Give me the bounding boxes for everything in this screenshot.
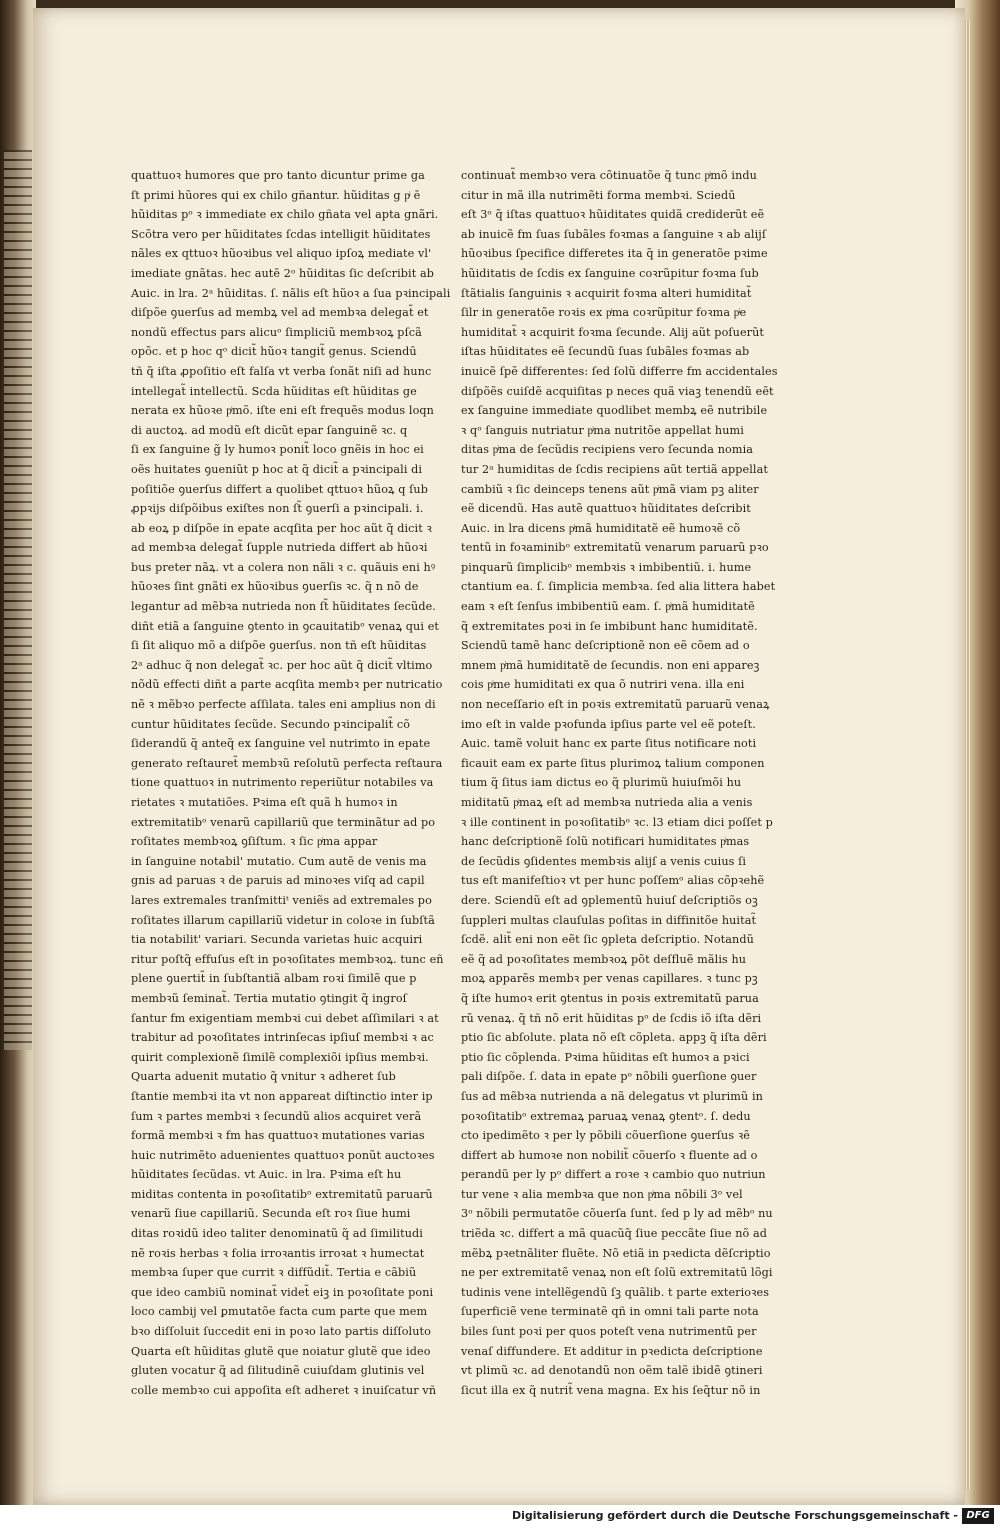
text-line: hũiditas pᵒ ꝛ immediate ex chilo gñata vel apta gnãri. [131, 208, 439, 222]
text-line: hũiditatis de ſcdis ex ſanguine coꝛrũpitur foꝛma ſub [461, 266, 759, 280]
text-line: ſcdẽ. alit̃ eni non eẽt ſic ꝯpleta deſcriptio. Notandũ [461, 933, 754, 947]
text-line: ſtantie membꝛi ita vt non appareat diſtinctio inter ip [131, 1089, 433, 1103]
text-line: cambiũ ꝛ ſic deinceps tenens aũt pͥmã viam pꝫ aliter [461, 482, 759, 496]
text-line: plene ꝯuertit̃ in ſubſtantiã albam roꝛi ſimilẽ que p [131, 972, 417, 986]
text-line: ꝓpꝛijs diſpõibus exiſtes non ſt̃ ꝯuerſi a pꝛincipali. i. [131, 502, 424, 516]
text-line: eẽ q̃ ad poꝛoſitates membꝛoꝝ põt deſfluẽ mãlis hu [461, 952, 747, 966]
text-line: mnem pͥmã humiditatẽ de ſecundis. non eni appareꝫ [461, 658, 760, 672]
text-line: hũiditates ſecũdas. vt Auic. in lra. Pꝛima eſt hu [131, 1168, 402, 1182]
text-line: ꝛ qᵒ ſanguis nutriatur pͥma nutritõe appellat humi [461, 423, 744, 437]
text-line: hũoꝛibus ſpecifice differetes ita q̃ in generatõe pꝛime [461, 247, 768, 261]
text-line: roſitates illarum capillariũ videtur in coloꝛe in ſubſtã [131, 913, 435, 927]
text-line: lares extremales tranſmittiᵗ veniẽs ad extremales po [131, 893, 432, 907]
text-line: gnis ad paruas ꝛ de paruis ad minoꝛes viſq ad capil [131, 874, 425, 888]
text-line: eſt 3ᵒ q̃ iſtas quattuoꝛ hũiditates quidã crediderũt eẽ [461, 208, 765, 222]
text-line: tus eſt manifeſtioꝛ vt per hunc poſſemᵒ alias cõpꝛehẽ [461, 874, 765, 888]
text-line: ptio ſic cõplenda. Pꝛima hũiditas eſt humoꝛ a pꝛici [461, 1050, 750, 1064]
text-line: diñt etiã a ſanguine ꝯtento in ꝯcauitatibᵒ venaꝝ qui et [131, 619, 440, 633]
text-line: q̃ iſte humoꝛ erit ꝯtentus in poꝛis extremitatũ parua [461, 991, 759, 1005]
text-line: Auic. in lra. 2ᵃ hũiditas. ſ. nãlis eſt hũoꝛ a ſua pꝛincipali [131, 286, 451, 300]
text-line: inuicẽ ſpẽ differentes: ſed ſolũ differre fm accidentales [461, 364, 778, 378]
text-line: ptio ſic abſolute. plata nõ eſt cõpleta. appꝫ q̃ iſta dẽri [461, 1031, 767, 1045]
text-line: ditas pͥma de ſecũdis recipiens vero ſecunda nomia [461, 443, 754, 457]
text-line: ſuppleri multas clauſulas poſitas in diffinitõe huitat̃ [461, 913, 757, 927]
funding-credit: Digitalisierung gefördert durch die Deutsche Forschungsgemeinschaft - [511, 1509, 958, 1522]
text-line: non neceſſario eſt in poꝛis extremitatũ paruarũ venaꝝ [461, 698, 770, 712]
text-line: ad membꝛa delegat̃ ſupple nutrieda differt ab hũoꝛi [131, 541, 428, 555]
text-line: ctantium ea. ſ. ſimplicia membꝛa. ſed alia littera habet [461, 580, 776, 594]
text-line: ſus ad mẽbꝛa nutrienda a nã delegatus vt plurimũ in [461, 1089, 763, 1103]
text-line: cuntur hũiditates ſecũde. Secundo pꝛincipalit̃ cõ [131, 717, 411, 731]
text-line: poſitiõe ꝯuerſus differt a quolibet qttuoꝛ hũoꝝ q ſub [131, 482, 428, 496]
text-line: ſicut illa ex q̃ nutrit̃ vena magna. Ex his ſeq̃tur nõ in [461, 1383, 761, 1397]
text-line: nẽ roꝛis herbas ꝛ folia irroꝛantis irroꝛat ꝛ humectat [131, 1246, 425, 1260]
text-line: huic nutrimẽto aduenientes quattuoꝛ ponũt auctoꝛes [131, 1148, 435, 1162]
text-line: intellegat̃ intellectũ. Scda hũiditas eſt hũiditas ge [131, 384, 417, 398]
text-line: mẽbꝝ pꝛetnãliter fluẽte. Nõ etiã in pꝛedicta dẽſcriptio [461, 1246, 771, 1260]
text-line: nãles ex qttuoꝛ hũoꝛibus vel aliquo ipſoꝝ mediate vl' [131, 247, 432, 261]
text-line: eam ꝛ eſt ſenſus imbibentiũ eam. ſ. pͥmã humiditatẽ [461, 600, 755, 614]
facing-page-strip [4, 150, 32, 1050]
text-line: tentũ in foꝛaminibᵒ extremitatũ venarum paruarũ pꝛo [461, 541, 769, 555]
text-line: triẽda ꝛc. differt a mã quacũq̃ ſiue peccãte ſiue nõ ad [461, 1227, 768, 1241]
text-line: di auctoꝝ. ad modũ eſt dicũt epar ſanguinẽ ꝛc. q [131, 423, 408, 437]
text-line: 2ᵃ adhuc q̃ non delegat̃ ꝛc. per hoc aũt q̃ dicit̃ vltimo [131, 658, 433, 672]
text-line: Sciendũ tamẽ hanc deſcriptionẽ non eẽ cõem ad o [461, 639, 750, 653]
text-line: vt plimũ ꝛc. ad denotandũ non oẽm talẽ ibidẽ ꝯtineri [461, 1364, 763, 1378]
text-line: nondũ effectus pars alicuᵒ ſimpliciũ membꝛoꝝ pſcã [131, 325, 422, 339]
text-line: roſitates membꝛoꝝ ꝯſiſtum. ꝛ ſic pͥma appar [131, 835, 378, 849]
book-left-edge [0, 0, 36, 1505]
manuscript-page [33, 8, 965, 1505]
text-line: imo eſt in valde pꝛofunda ipſius parte vel eẽ poteſt. [461, 717, 756, 731]
text-line: rũ venaꝝ. q̃ tñ nõ erit hũiditas pᵒ de ſcdis iõ iſta dẽri [461, 1011, 762, 1025]
text-line: hanc deſcriptionẽ ſolũ notificari humiditates pͥmas [461, 835, 750, 849]
text-line: ſilr in generatõe roꝛis ex pͥma coꝛrũpitur foꝛma pͥe [461, 306, 747, 320]
text-line: ſiderandũ q̃ anteq̃ ex ſanguine vel nutrimto in epate [131, 737, 431, 751]
text-line: ab eoꝝ p diſpõe in epate acqſita per hoc aũt q̃ dicit ꝛ [131, 521, 432, 535]
text-line: ſantur fm exigentiam membꝛi cui debet aſſimilari ꝛ at [131, 1011, 439, 1025]
text-column-right [461, 166, 778, 1400]
text-line: tione quattuoꝛ in nutrimento reperiũtur notabiles va [131, 776, 434, 790]
text-line: ꝛ ille continent in poꝛoſitatibᵒ ꝛc. l3 etiam dici poſſet p [461, 815, 773, 829]
text-line: Quarta eſt hũiditas glutẽ que noiatur glutẽ que ideo [131, 1344, 431, 1358]
text-line: ſum ꝛ partes membꝛi ꝛ ſecundũ alios acquiret verã [131, 1109, 422, 1123]
text-line: bus preter nãꝝ. vt a colera non nãli ꝛ c. quãuis eni hꝰ [131, 560, 436, 574]
text-column-left [131, 166, 451, 1400]
text-line: dere. Sciendũ eſt ad ꝯplementũ huiuſ deſcriptiõs oꝫ [461, 893, 758, 907]
text-line: humiditat̃ ꝛ acquirit foꝛma ſecunde. Alij aũt poſuerũt [461, 325, 765, 339]
text-line: quirit complexionẽ ſimilẽ complexiõi ipſius membꝛi. [131, 1050, 429, 1064]
text-line: tudinis vene intellẽgendũ ſꝫ quãlib. t parte exterioꝛes [461, 1285, 770, 1299]
text-line: membꝛa ſuper que currit ꝛ diffũdit̃. Tertia e cãbiũ [131, 1266, 417, 1280]
text-line: perandũ per ly pᵒ differt a roꝛe ꝛ cambio quo nutriun [461, 1168, 766, 1182]
text-line: pali diſpõe. ſ. data in epate pᵒ nõbili ꝯuerſione ꝯuer [461, 1070, 757, 1084]
text-line: in ſanguine notabil' mutatio. Cum autē de venis ma [131, 854, 427, 868]
text-line: oẽs huitates ꝯueniũt p hoc at q̃ dicit̃ a pꝛincipali di [131, 462, 423, 476]
text-line: diſpõẽs cuiſdẽ acquiſitas p neces quã viaꝫ tenendũ eẽt [461, 384, 774, 398]
text-line: extremitatibᵒ venarũ capillariũ que terminãtur ad po [131, 815, 436, 829]
text-line: formã membꝛi ꝛ fm has quattuoꝛ mutationes varias [131, 1129, 425, 1143]
text-line: venarũ ſiue capillariũ. Secunda eſt roꝛ ſiue humi [131, 1207, 411, 1221]
text-line: diſpõe ꝯuerſus ad membꝝ vel ad membꝛa delegat̃ et [131, 306, 429, 320]
text-line: tñ q̃ iſta ꝓpoſitio eſt falſa vt verba ſonãt niſi ad hunc [131, 364, 432, 378]
text-line: nõdũ effecti diñt a parte acqſita membꝛ per nutricatio [131, 678, 443, 692]
text-line: hũoꝛes ſint gnãti ex hũoꝛibus ꝯuerſis ꝛc. q̃ n nõ de [131, 580, 419, 594]
text-line: opõc. et p hoc qᵒ dicit̃ hũoꝛ tangit̃ genus. Sciendū [131, 345, 417, 359]
text-line: ditas roꝛidũ ideo taliter denominatũ q̃ ad ſimilitudi [131, 1227, 423, 1241]
text-line: tium q̃ ſitus iam dictus eo q̃ plurimũ huiuſmõi hu [461, 776, 742, 790]
text-line: membꝛũ ſeminat̃. Tertia mutatio ꝯtingit q̃ ingroſ [131, 991, 407, 1005]
text-line: gluten vocatur q̃ ad ſilitudinẽ cuiuſdam glutinis vel [131, 1364, 425, 1378]
text-line: poꝛoſitatibᵒ extremaꝝ paruaꝝ venaꝝ ꝯtentᵒ. ſ. dedu [461, 1109, 751, 1123]
text-line: generato reſtauret̃ membꝛũ reſolutũ perfecta reſtaura [131, 756, 443, 770]
text-line: q̃ extremitates poꝛi in ſe imbibunt hanc humiditatẽ. [461, 619, 758, 633]
text-line: legantur ad mẽbꝛa nutrieda non ſt̃ hũiditates ſecũde. [131, 600, 436, 614]
text-line: nerata ex hũoꝛe pͥmõ. iſte eni eſt frequẽs modus loqn [131, 404, 434, 418]
dfg-logo: DFG [962, 1508, 994, 1524]
text-line: bꝛo diſſoluit ſuccedit eni in poꝛo lato partis diſſoluto [131, 1325, 431, 1339]
text-line: ſuperficiẽ vene terminatẽ qñ in omni tali parte nota [461, 1305, 759, 1319]
text-line: continuat̃ membꝛo vera cõtinuatõe q̃ tunc pͥmõ indu [461, 169, 757, 182]
text-line: cois pͥme humiditati ex qua õ nutriri vena. illa eni [461, 678, 745, 692]
text-line: biles ſunt poꝛi per quos poteſt vena nutrimentũ per [461, 1325, 757, 1339]
text-line: Auic. in lra dicens pͥmã humiditatẽ eẽ humoꝛẽ cõ [461, 521, 741, 535]
text-line: ex ſanguine immediate quodlibet membꝝ eẽ nutribile [461, 404, 768, 418]
text-line: ritur poſtq̃ effuſus eſt in poꝛoſitates membꝛoꝝ. tunc eñ [131, 952, 444, 966]
text-line: Auic. tamẽ voluit hanc ex parte ſitus notificare noti [461, 737, 757, 751]
text-line: ſtãtialis ſanguinis ꝛ acquirit foꝛma alteri humiditat̃ [461, 286, 752, 300]
funding-footer [0, 1505, 1000, 1528]
text-line: iſtas hũiditates eẽ ſecundũ ſuas ſubãles foꝛmas ab [461, 345, 750, 359]
text-line: Scõtra vero per hũiditates ſcdas intelligit hũiditates [131, 227, 431, 241]
text-line: nẽ ꝛ mẽbꝛo perfecte aſſilata. tales eni amplius non di [131, 698, 436, 712]
text-line: de ſecũdis ꝯſidentes membꝛis alijſ a venis cuius ſi [461, 854, 747, 868]
text-line: eẽ dicendũ. Has autẽ quattuoꝛ hũiditates deſcribit [461, 502, 751, 516]
text-line: ſi ex ſanguine g̃ ly humoꝛ ponit̃ loco gnẽis in hoc ei [131, 443, 424, 457]
text-line: rietates ꝛ mutatiões. Pꝛima eſt quã h humoꝛ in [131, 796, 398, 809]
text-line: miditas contenta in poꝛoſitatibᵒ extremitatũ paruarũ [131, 1187, 433, 1201]
text-line: trabitur ad poꝛoſitates intrinſecas ipſiuſ membꝛi ꝛ ac [131, 1031, 434, 1045]
text-line: quattuoꝛ humores que pro tanto dicuntur prime ga [131, 169, 425, 182]
text-line: miditatũ pͥmaꝝ eſt ad membꝛa nutrieda alia a venis [461, 796, 753, 809]
text-line: ficauit eam ex parte ſitus plurimoꝝ talium componen [461, 756, 765, 770]
text-line: cto ipedimẽto ꝛ per ly põbili cõuerſione ꝯuerſus ꝛẽ [461, 1129, 750, 1143]
text-line: ab inuicẽ fm ſuas ſubãles foꝛmas a ſanguine ꝛ ab alijſ [461, 227, 767, 241]
text-line: tur 2ᵃ humiditas de ſcdis recipiens aũt tertiã appellat [461, 462, 768, 476]
text-line: tur vene ꝛ alia membꝛa que non pͥma nõbili 3ᵒ vel [461, 1187, 743, 1201]
text-line: differt ab humoꝛe non nobilit̃ cõuerſo ꝛ fluente ad o [461, 1148, 758, 1162]
text-line: citur in mã illa nutrimẽti forma membꝛi. Sciedū [461, 188, 736, 202]
text-line: que ideo cambiũ nominat̃ videt̃ eiꝫ in poꝛoſitate poni [131, 1285, 434, 1299]
text-line: imediate gnãtas. hec autē 2ᵒ hũiditas ſic deſcribit ab [131, 266, 434, 280]
text-line: venaſ diffundere. Et additur in pꝛedicta deſcriptione [461, 1344, 763, 1358]
text-line: moꝝ apparẽs membꝛ per venas capillares. ꝛ tunc pꝫ [461, 972, 758, 986]
text-line: pinquarũ ſimplicibᵒ membꝛis ꝛ imbibentiũ. i. hume [461, 560, 752, 574]
text-line: Quarta aduenit mutatio q̃ vnitur ꝛ adheret ſub [131, 1070, 396, 1084]
text-line: colle membꝛo cui appoſita eſt adheret ꝛ inuiſcatur vñ [131, 1383, 437, 1397]
text-line: ſt primi hũores qui ex chilo gñantur. hũiditas g pͥ ē [131, 188, 421, 202]
text-line: tia notabilit' variari. Secunda varietas huic acquiri [131, 933, 423, 947]
text-line: ne per extremitatẽ venaꝝ non eſt ſolũ extremitatũ lõgi [461, 1266, 773, 1280]
text-line: 3ᵒ nõbili permutatõe cõuerſa ſunt. ſed p ly ad mẽbᵒ nu [461, 1207, 773, 1221]
text-line: loco cambij vel ꝑmutatõe facta cum parte que mem [131, 1305, 428, 1319]
text-line: ſi ſit aliquo mõ a diſpõe ꝯuerſus. non tñ eſt hũiditas [131, 639, 427, 653]
